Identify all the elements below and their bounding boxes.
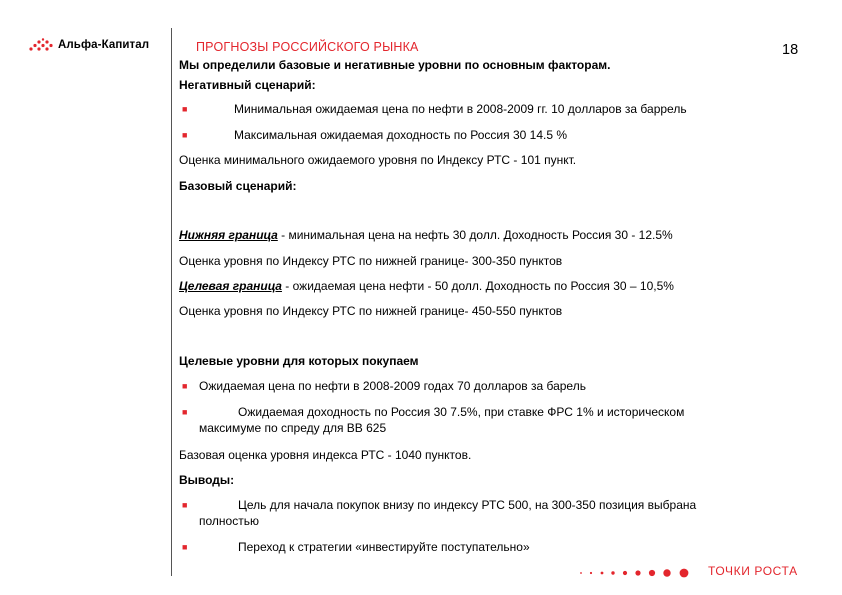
buy-bullet-2-line-1: Ожидаемая доходность по Россия 30 7.5%, при ставке ФРС 1% и историческом — [238, 405, 685, 419]
bullet-icon: ■ — [182, 130, 188, 140]
company-logo — [28, 36, 149, 54]
conclusion-1-line-1: Цель для начала покупок внизу по индексу РТС 500, на 300-350 позиция выбрана — [238, 498, 697, 512]
conclusion-2: Переход к стратегии «инвестируйте поступательно» — [238, 540, 530, 554]
buy-levels-heading: Целевые уровни для которых покупаем — [179, 354, 419, 368]
target-bound-label: Целевая граница — [179, 279, 282, 293]
growth-dots-icon — [578, 567, 698, 579]
page-number: 18 — [782, 42, 799, 58]
vertical-divider — [171, 28, 172, 576]
lower-rts-estimate: Оценка уровня по Индексу РТС по нижней границе- 300-350 пунктов — [179, 254, 563, 268]
conclusion-1-line-2: полностью — [199, 514, 259, 528]
bullet-icon: ■ — [182, 104, 188, 114]
lower-bound-line — [179, 228, 673, 244]
base-rts-estimate: Базовая оценка уровня индекса РТС - 1040 пунктов. — [179, 448, 472, 462]
intro-text: Мы определили базовые и негативные уровни по основным факторам. — [179, 58, 611, 72]
bullet-icon: ■ — [182, 500, 188, 510]
lower-bound-text: - минимальная цена на нефть 30 долл. Доходность Россия 30 - 12.5% — [277, 228, 673, 242]
target-bound-text: - ожидаемая цена нефти - 50 долл. Доходность по Россия 30 – 10,5% — [281, 279, 674, 293]
buy-bullet-2-line-2: максимуме по спреду для ВВ 625 — [199, 421, 387, 435]
logo-dots-icon — [28, 38, 54, 52]
logo-text: Альфа-Капитал — [58, 39, 150, 51]
bullet-icon: ■ — [182, 381, 188, 391]
negative-heading: Негативный сценарий: — [179, 78, 316, 92]
base-heading: Базовый сценарий: — [179, 179, 297, 193]
negative-bullet-1: Минимальная ожидаемая цена по нефти в 2008-2009 гг. 10 долларов за баррель — [234, 102, 687, 116]
target-rts-estimate: Оценка уровня по Индексу РТС по нижней границе- 450-550 пунктов — [179, 304, 563, 318]
negative-bullet-2: Максимальная ожидаемая доходность по Россия 30 14.5 % — [234, 128, 568, 142]
bullet-icon: ■ — [182, 542, 188, 552]
negative-rts-estimate: Оценка минимального ожидаемого уровня по Индексу РТС - 101 пункт. — [179, 153, 577, 167]
buy-bullet-1: Ожидаемая цена по нефти в 2008-2009 годах 70 долларов за барель — [199, 379, 586, 393]
footer-tagline: ТОЧКИ РОСТА — [708, 564, 798, 578]
section-title: ПРОГНОЗЫ РОССИЙСКОГО РЫНКА — [196, 40, 419, 54]
conclusions-heading: Выводы: — [179, 473, 235, 487]
lower-bound-label: Нижняя граница — [179, 228, 278, 242]
bullet-icon: ■ — [182, 407, 188, 417]
target-bound-line — [179, 279, 674, 295]
